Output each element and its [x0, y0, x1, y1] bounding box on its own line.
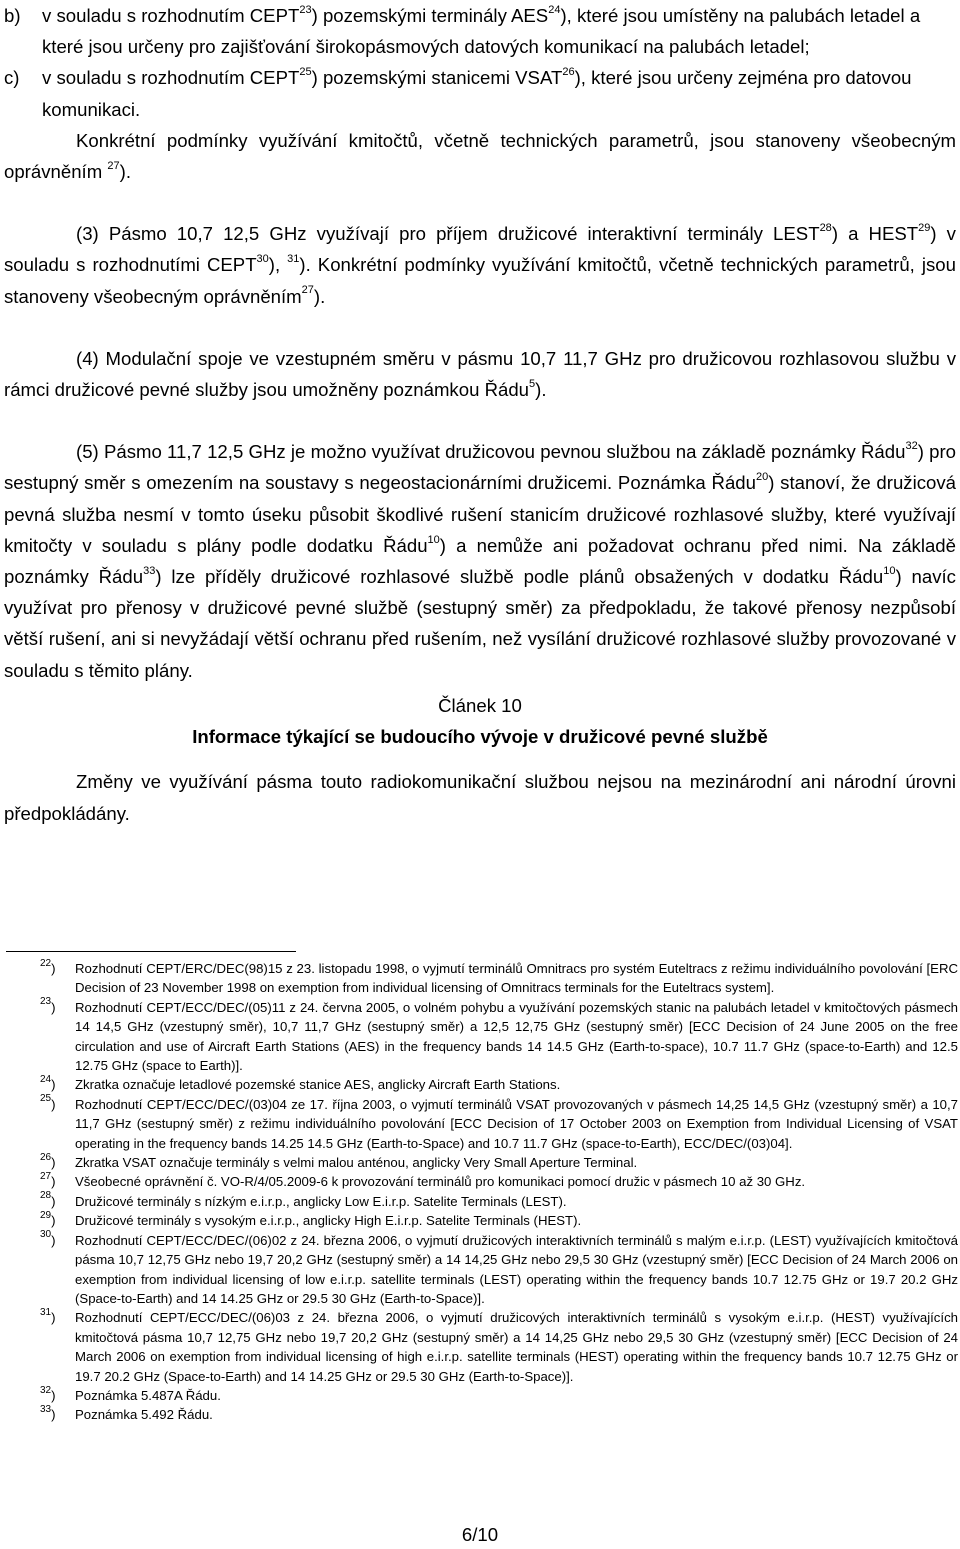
spacer — [4, 405, 956, 436]
footnote-text: Družicové terminály s nízkým e.i.r.p., anglicky Low E.i.r.p. Satelite Terminals (LEST). — [75, 1193, 567, 1209]
paragraph-text: ). — [119, 161, 131, 183]
footnote-ref[interactable]: 5 — [529, 377, 536, 390]
footnote-number: $^{28}$) — [40, 1190, 56, 1209]
footnote — [40, 1192, 958, 1211]
footnote-text: Družicové terminály s vysokým e.i.r.p., anglicky High E.i.r.p. Satelite Terminals (HEST). — [75, 1213, 582, 1229]
article-section — [4, 690, 956, 829]
footnote-separator — [6, 951, 296, 952]
spacer — [4, 187, 956, 218]
article-number: Článek 10 — [438, 695, 522, 716]
paragraph-text: ) pro sestupný směr s omezením na soustavy s negeostacionárními družicemi. Poznámka Řádu — [4, 441, 956, 494]
footnote — [40, 1308, 958, 1386]
paragraph-text: ), — [268, 254, 281, 276]
article-body: Změny ve využívání pásma touto radiokomunikační službou nejsou na mezinárodní ani národní úrovni předpokládány. — [4, 771, 956, 824]
footnote-ref[interactable]: 32 — [905, 440, 918, 453]
article-title: Informace týkající se budoucího vývoje v družicové pevné službě — [192, 726, 768, 748]
footnote — [40, 1211, 958, 1230]
footnote-ref[interactable]: 33 — [143, 564, 156, 577]
footnote-number: $^{31}$) — [40, 1306, 56, 1326]
paragraph-4 — [4, 343, 956, 405]
footnote — [40, 1095, 958, 1153]
list-item-c — [4, 62, 956, 124]
footnote-text: Rozhodnutí CEPT/ERC/DEC(98)15 z 23. listopadu 1998, o vyjmutí terminálů Omnitracs pro systém Euteltracs z režimu individuálního povolování [ERC Decision of 23 November 1998 on exemption from individual licensing of Omnitracs terminals for the Euteltracs system]. — [75, 961, 958, 996]
list-marker: c) — [4, 67, 20, 89]
footnote-number: $^{33}$) — [40, 1403, 56, 1423]
footnote-number: $^{23}$) — [40, 996, 56, 1015]
footnote — [40, 1075, 958, 1094]
footnote — [40, 1231, 958, 1309]
footnote-ref[interactable]: 10 — [883, 564, 896, 577]
footnote-text: Poznámka 5.487A Řádu. — [75, 1387, 221, 1403]
list-text: ) pozemskými terminály AES — [311, 5, 549, 26]
paragraph-text: (3) Pásmo 10,7 12,5 GHz využívají pro příjem družicové interaktivní terminály LEST — [76, 223, 820, 245]
list-marker: b) — [4, 5, 21, 26]
footnote-number: $^{32}$) — [40, 1384, 56, 1403]
footnote — [40, 1153, 958, 1172]
footnote-number: $^{30}$) — [40, 1229, 56, 1248]
footnote — [40, 1172, 958, 1191]
list-text: v souladu s rozhodnutím CEPT — [42, 67, 300, 89]
footnote-number: $^{29}$) — [40, 1209, 56, 1229]
page-number: 6/10 — [461, 1524, 499, 1545]
paragraph-conditions — [4, 125, 956, 187]
footnote-ref[interactable]: 31 — [287, 253, 300, 266]
footnote-text: Rozhodnutí CEPT/ECC/DEC/(06)03 z 24. března 2006, o vyjmutí družicových interaktivních terminálů s vysokým e.i.r.p. (HEST) využívajících kmitočtová pásma 10,7 12,75 GHz nebo 19,7 20,2 GHz (sestupný směr) a 14 14,25 GHz nebo 29,5 30 GHz (vzestupný směr) [ECC Decision of 24 March 2006 on exemption from individual licensing of high e.i.r.p. satellite terminals (HEST) operating within the frequency bands 10.7 12.75 GHz or 19.7 20.2 GHz (Space-to-Earth) and 14 14.25 GHz or 29.5 30 GHz (Earth-to-Space)]. — [75, 1310, 958, 1384]
list-text: ) pozemskými stanicemi VSAT — [311, 67, 563, 89]
footnotes — [40, 959, 958, 1425]
footnote-ref[interactable]: 27 — [301, 284, 314, 297]
footnote-ref[interactable]: 30 — [256, 253, 269, 266]
footnote-ref[interactable]: 26 — [562, 66, 575, 79]
list-item-b — [4, 0, 956, 62]
paragraph-text: (4) Modulační spoje ve vzestupném směru v pásmu 10,7 11,7 GHz pro družicovou rozhlasovou službu v rámci družicové pevné služby jsou umožněny poznámkou Řádu — [4, 347, 956, 401]
list-text: ), které jsou určeny zejména pro datovou komunikaci. — [42, 67, 912, 120]
paragraph-text: ) lze příděly družicové rozhlasové službě podle plánů obsažených v dodatku Řádu — [155, 566, 884, 588]
footnote-text: Rozhodnutí CEPT/ECC/DEC/(06)02 z 24. března 2006, o vyjmutí družicových interaktivních terminálů s malým e.i.r.p. (LEST) využívajících kmitočtová pásma 10,7 12,75 GHz nebo 19,7 20,2 GHz (sestupný směr) a 14 14,25 GHz nebo 29,5 30 GHz (vzestupný směr) [ECC Decision of 24 March 2006 on exemption from individual licensing of low e.i.r.p. satellite terminals (LEST) operating within the frequency bands 10.7 12.75 GHz or 19.7 20.2 GHz (Space-to-Earth) and 14 14.25 GHz or 29.5 30 GHz (Earth-to-Space)]. — [75, 1232, 958, 1306]
footnote-ref[interactable]: 27 — [107, 159, 120, 172]
footnote-text: Rozhodnutí CEPT/ECC/DEC/(03)04 ze 17. října 2003, o vyjmutí terminálů VSAT provozovaných v pásmech 14,25 14,5 GHz (vzestupný směr) a 10,7 11,7 GHz (sestupný směr) z režimu individuálního povolování [ECC Decision of 17 October 2003 on Exemption from Individual Licensing of VSAT operating in the frequency bands 14.25 14.5 GHz (Earth-to-Space) and 10.7 11.7 GHz (space-to-Earth), ECC/DEC/(03)04]. — [75, 1096, 958, 1151]
paragraph-text: ) v souladu s rozhodnutími CEPT — [4, 223, 956, 276]
footnote-text: Zkratka označuje letadlové pozemské stanice AES, anglicky Aircraft Earth Stations. — [75, 1077, 561, 1093]
paragraph-text: ). Konkrétní podmínky využívání kmitočtů, včetně technických parametrů, jsou stanoveny všeobecným oprávněním — [4, 254, 956, 307]
footnote-ref[interactable]: 24 — [548, 3, 561, 16]
paragraph-text: ) a HEST — [831, 223, 919, 245]
footnote-ref[interactable]: 29 — [918, 222, 931, 235]
footnote — [40, 1405, 958, 1424]
footnote-ref[interactable]: 23 — [299, 3, 312, 16]
footnote-ref[interactable]: 28 — [819, 222, 832, 235]
footnote-ref[interactable]: 20 — [755, 471, 769, 484]
list-text: v souladu s rozhodnutím CEPT — [42, 5, 300, 26]
footnote-text: Poznámka 5.492 Řádu. — [75, 1407, 213, 1423]
footnote-text: Všeobecné oprávnění č. VO-R/4/05.2009-6 k provozování terminálů pro komunikaci pomocí družic v pásmech 10 až 30 GHz. — [75, 1174, 806, 1190]
footnote-number: $^{22}$) — [40, 957, 56, 976]
list-text: ), které jsou umístěny na palubách letadel a které jsou určeny pro zajišťování širokopásmových datových komunikací na palubách letadel; — [42, 5, 921, 58]
paragraph-text: ) stanoví, že družicová pevná služba nesmí v tomto úseku působit škodlivé rušení stanicím družicové rozhlasové služby, které využívají kmitočty v souladu s plány podle dodatku Řádu — [4, 472, 956, 556]
footnote-number: $^{27}$) — [40, 1171, 56, 1190]
paragraph-text: (5) Pásmo 11,7 12,5 GHz je možno využívat družicovou pevnou službou na základě poznámky Řádu — [76, 441, 906, 463]
footnote-ref[interactable]: 10 — [427, 533, 440, 546]
paragraph-3 — [4, 218, 956, 312]
footnote-number: $^{24}$) — [40, 1074, 56, 1093]
footnote-text: Zkratka VSAT označuje terminály s velmi malou anténou, anglicky Very Small Aperture Terminal. — [75, 1155, 638, 1171]
footnote — [40, 1386, 958, 1405]
footnote-ref[interactable]: 25 — [299, 66, 312, 79]
footnote-number: $^{25}$) — [40, 1093, 56, 1112]
main-text — [4, 0, 956, 686]
paragraph-text: ). — [313, 285, 326, 307]
spacer — [4, 752, 956, 766]
footnote-text: Rozhodnutí CEPT/ECC/DEC/(05)11 z 24. června 2005, o volném pohybu a využívání pozemských stanic na palubách letadel v kmitočtových pásmech 14 14,5 GHz (vzestupný směr), 10,7 11,7 GHz (sestupný směr) a 12,5 12,75 GHz (sestupný směr) [ECC Decision of 24 June 2005 on the free circulation and use of Aircraft Earth Stations (AES) in the frequency bands 14 14.5 GHz (Earth-to-space), 10.7 11.7 GHz (space-to-Earth) and 12.5 12.75 GHz (space to Earth)]. — [75, 999, 958, 1074]
spacer — [4, 312, 956, 343]
footnote-number: $^{26}$) — [40, 1151, 56, 1171]
paragraph-text: ) navíc využívat pro přenosy v družicové pevné službě (sestupný směr) za předpokladu, že takové přenosy nezpůsobí větší rušení, ani si nevyžádají větší ochranu před rušením, než vysílání družicové rozhlasové služby provozované v souladu s těmito plány. — [4, 566, 956, 681]
paragraph-text: ) a nemůže ani požadovat ochranu před nimi. Na základě poznámky Řádu — [4, 534, 956, 588]
footnote — [40, 959, 958, 998]
paragraph-text: ). — [535, 379, 547, 401]
footnote — [40, 998, 958, 1076]
paragraph-5 — [4, 436, 956, 686]
paragraph-text: Konkrétní podmínky využívání kmitočtů, včetně technických parametrů, jsou stanoveny všeobecným oprávněním — [4, 129, 956, 183]
